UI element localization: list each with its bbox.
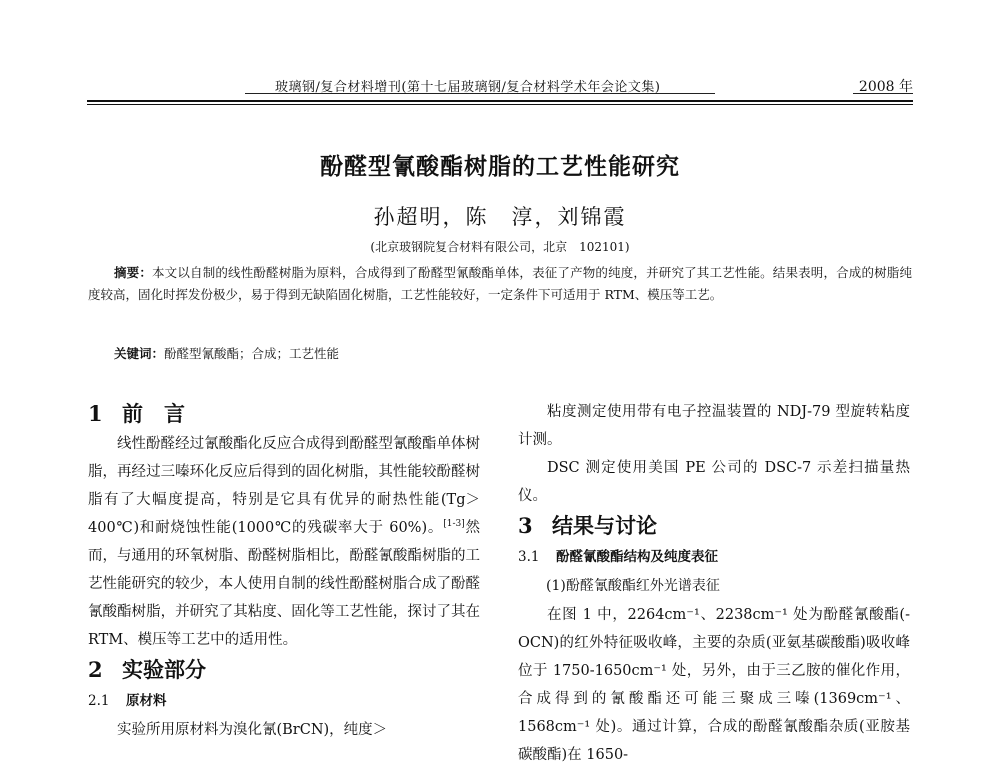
dsc-paragraph: DSC 测定使用美国 PE 公司的 DSC-7 示差扫描量热仪。: [518, 460, 910, 504]
subsection-heading-2-1: [88, 686, 480, 716]
section-heading-1: [88, 398, 480, 430]
section-title: 实验部分: [122, 657, 206, 682]
year-underline: [853, 93, 913, 94]
section-number: 1: [88, 401, 103, 426]
section-title: 结果与讨论: [552, 513, 657, 538]
running-header: [245, 76, 913, 98]
intro-paragraph: [88, 430, 480, 654]
section-title: 前 言: [122, 401, 185, 426]
keywords: [114, 344, 904, 362]
right-column: [518, 398, 910, 769]
left-column: [88, 398, 480, 744]
section-number: 2: [88, 657, 103, 682]
abstract: [88, 262, 912, 306]
subsection-number: 2.1: [88, 693, 110, 709]
header-rule-thick: [87, 100, 913, 102]
materials-paragraph: 实验所用原材料为溴化氰(BrCN)，纯度＞: [117, 722, 388, 738]
paper-title: 酚醛型氰酸酯树脂的工艺性能研究: [320, 154, 680, 180]
subsection-title: 原材料: [126, 693, 167, 709]
affiliation: (北京玻钢院复合材料有限公司，北京 102101): [370, 240, 630, 254]
section-heading-2: [88, 654, 480, 686]
ir-paragraph: 在图 1 中，2264cm⁻¹、2238cm⁻¹ 处为酚醛氰酸酯(-OCN)的红外特征吸收峰，主要的杂质(亚氨基碳酸酯)吸收峰位于 1750-1650cm⁻¹ 处，另外，由于三乙胺的催化作用，合成得到的氰酸酯还可能三聚成三嗪(1369cm⁻¹、1568cm⁻¹ 处)。通过计算，合成的酚醛氰酸酯杂质(亚胺基碳酸酯)在 1650-: [518, 607, 910, 763]
intro-text-b: 然而，与通用的环氧树脂、酚醛树脂相比，酚醛氰酸酯树脂的工艺性能研究的较少，本人使用自制的线性酚醛树脂合成了酚醛氰酸酯树脂，并研究了其粘度、固化等工艺性能，探讨了其在 RTM、模压等工艺中的适用性。: [88, 520, 481, 648]
subsection-heading-3-1: [518, 542, 910, 572]
section-heading-3: [518, 510, 910, 542]
abstract-label: 摘要：: [114, 265, 153, 280]
keywords-text: 酚醛型氰酸酯；合成；工艺性能: [164, 346, 340, 361]
subsection-number: 3.1: [518, 549, 540, 565]
abstract-text: 本文以自制的线性酚醛树脂为原料，合成得到了酚醛型氰酸酯单体，表征了产物的纯度，并研究了其工艺性能。结果表明，合成的树脂纯度较高，固化时挥发份极少，易于得到无缺陷固化树脂，工艺性能较好，一定条件下可适用于 RTM、模压等工艺。: [88, 265, 912, 302]
subsection-title: 酚醛氰酸酯结构及纯度表征: [556, 549, 718, 565]
ir-subheading: (1)酚醛氰酸酯红外光谱表征: [546, 578, 720, 594]
journal-year: 2008 年: [858, 79, 913, 95]
section-number: 3: [518, 513, 533, 538]
journal-name: 玻璃钢/复合材料增刊(第十七届玻璃钢/复合材料学术年会论文集): [275, 80, 661, 95]
keywords-label: 关键词：: [114, 346, 165, 361]
header-rule-thin: [87, 104, 913, 105]
intro-text-a: 线性酚醛经过氰酸酯化反应合成得到酚醛型氰酸酯单体树脂，再经过三嗪环化反应后得到的固化树脂，其性能较酚醛树脂有了大幅度提高，特别是它具有优异的耐热性能(Tg＞400℃)和耐烧蚀性能(1000℃的残碳率大于 60%)。: [88, 436, 480, 536]
citation: [1-3]: [443, 519, 465, 530]
journal-underline: [245, 93, 715, 94]
authors: 孙超明，陈 淳，刘锦霞: [373, 205, 627, 229]
viscosity-paragraph: 粘度测定使用带有电子控温装置的 NDJ-79 型旋转粘度计测。: [518, 404, 910, 448]
